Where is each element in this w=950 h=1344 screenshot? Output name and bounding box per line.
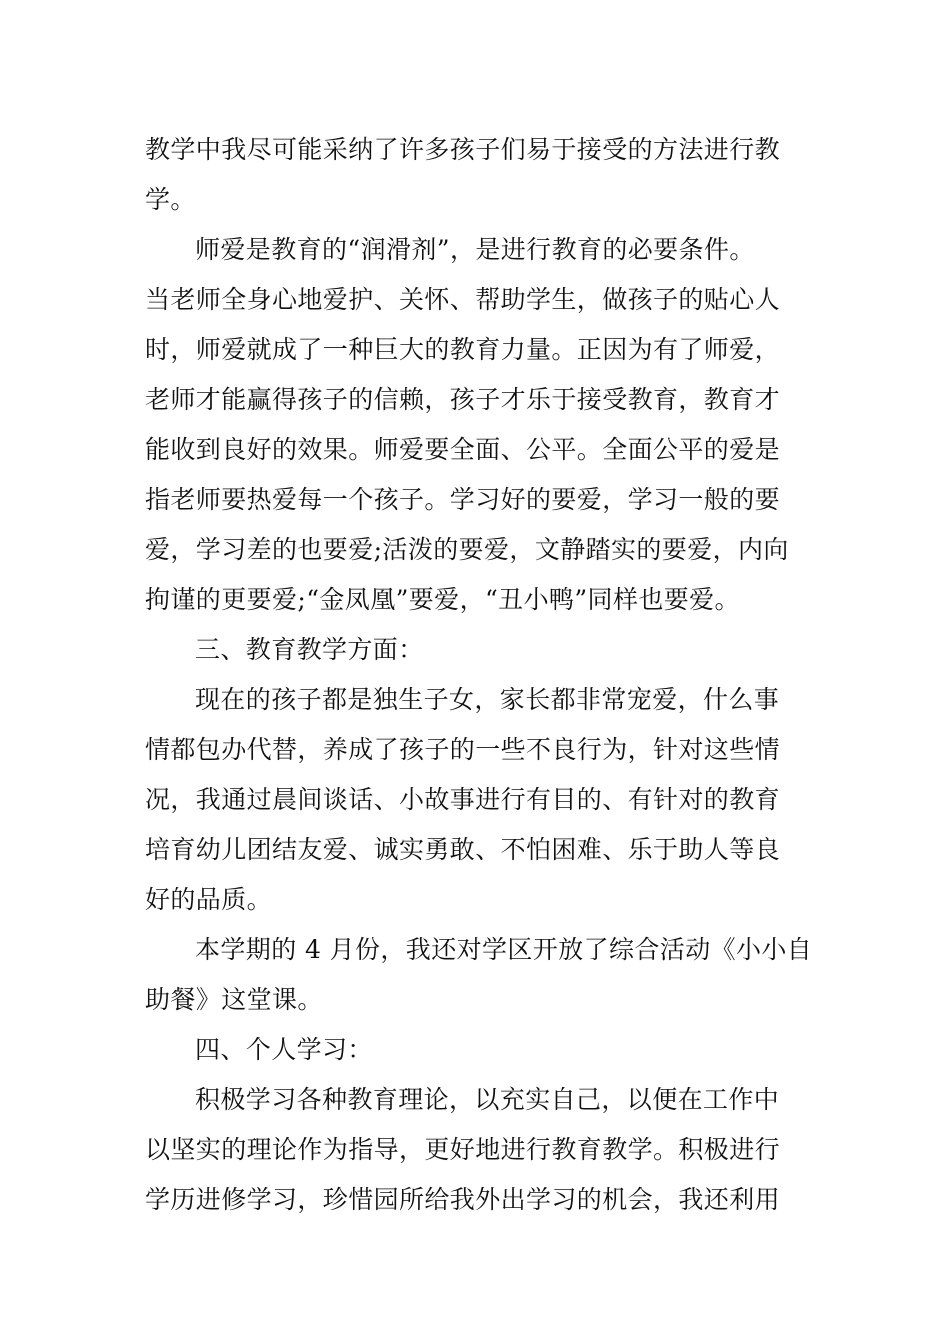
text-line: 拘谨的更要爱;“金凤凰”要爱，“丑小鸭”同样也要爱。 (145, 585, 740, 614)
text-line: 老师才能赢得孩子的信赖，孩子才乐于接受教育，教育才 (145, 385, 781, 414)
text-line: 学历进修学习，珍惜园所给我外出学习的机会，我还利用 (145, 1185, 781, 1214)
text-line: 况，我通过晨间谈话、小故事进行有目的、有针对的教育 (145, 785, 781, 814)
text-line: 培育幼儿团结友爱、诚实勇敢、不怕困难、乐于助人等良 (145, 835, 781, 864)
text-line: 教学中我尽可能采纳了许多孩子们易于接受的方法进行教 (145, 135, 781, 164)
text-line: 好的品质。 (145, 885, 273, 914)
text-line: 能收到良好的效果。师爱要全面、公平。全面公平的爱是 (145, 435, 781, 464)
text-line: 学。 (145, 185, 196, 214)
section-heading: 三、教育教学方面： (195, 635, 424, 664)
text-line: 爱，学习差的也要爱;活泼的要爱，文静踏实的要爱，内向 (145, 535, 789, 564)
paragraph-first-line: 现在的孩子都是独生子女，家长都非常宠爱，什么事 (195, 685, 780, 714)
paragraph-first-line: 积极学习各种教育理论，以充实自己，以便在工作中 (195, 1085, 780, 1114)
text-line: 助餐》这堂课。 (145, 985, 323, 1014)
text-line: 指老师要热爱每一个孩子。学习好的要爱，学习一般的要 (145, 485, 781, 514)
section-heading: 四、个人学习： (195, 1035, 373, 1064)
paragraph-first-line: 师爱是教育的“润滑剂”，是进行教育的必要条件。 (195, 235, 755, 264)
paragraph-first-line: 本学期的 4 月份，我还对学区开放了综合活动《小小自 (195, 935, 813, 964)
text-line: 当老师全身心地爱护、关怀、帮助学生，做孩子的贴心人 (145, 285, 781, 314)
text-line: 情都包办代替，养成了孩子的一些不良行为，针对这些情 (145, 735, 781, 764)
text-line: 以坚实的理论作为指导，更好地进行教育教学。积极进行 (145, 1135, 781, 1164)
text-line: 时，师爱就成了一种巨大的教育力量。正因为有了师爱， (145, 335, 781, 364)
